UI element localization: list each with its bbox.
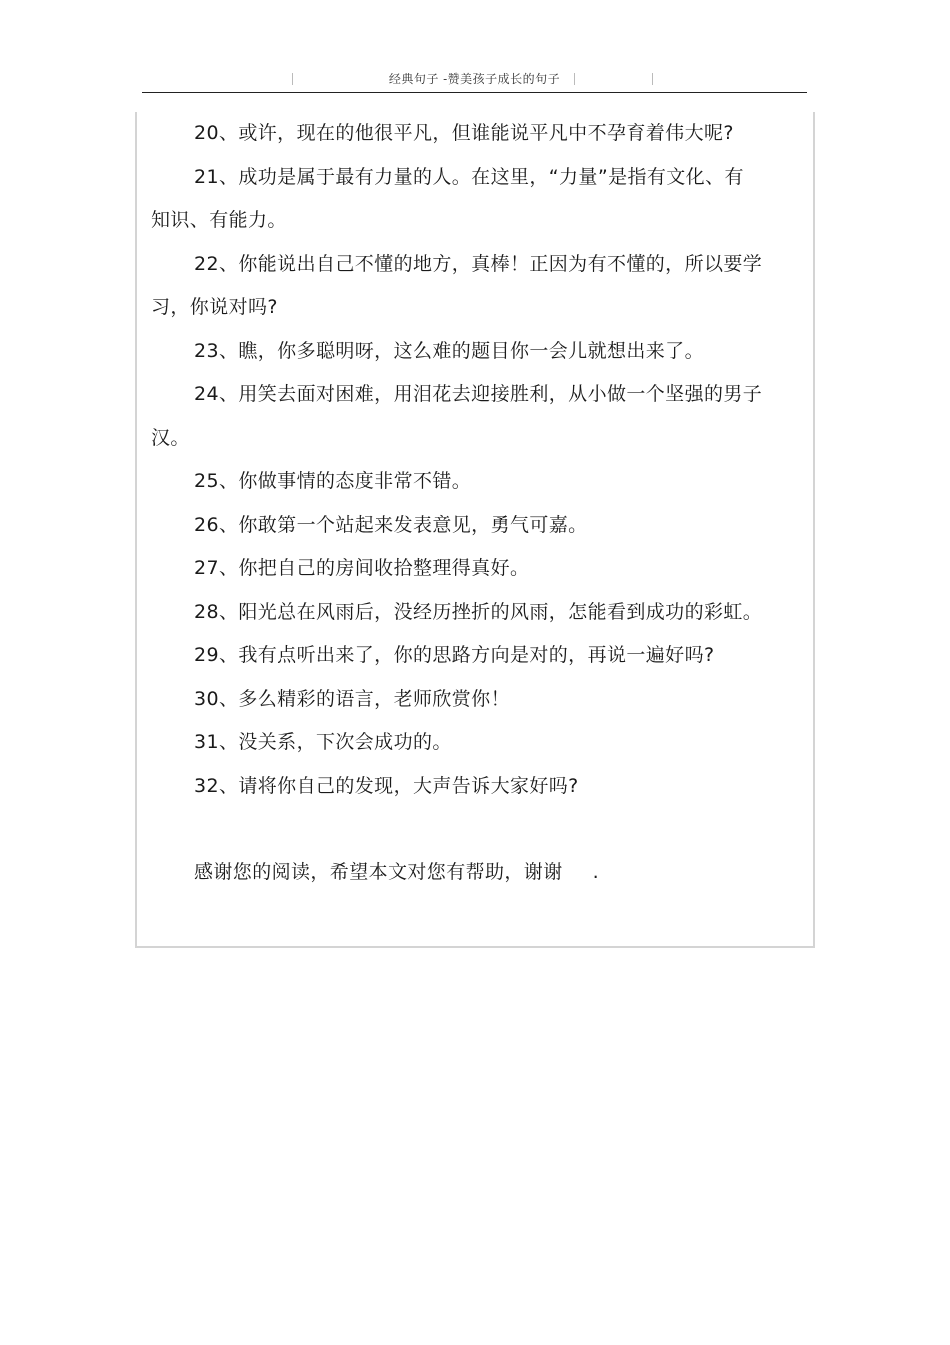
- sentence-paragraph: 26、你敢第一个站起来发表意见，勇气可嘉。: [194, 513, 588, 536]
- sentence-paragraph: 22、你能说出自己不懂的地方，真棒！正因为有不懂的，所以要学习，你说对吗?: [151, 252, 763, 318]
- closing-line: [151, 851, 763, 895]
- sentence-paragraph: 28、阳光总在风雨后，没经历挫折的风雨，怎能看到成功的彩虹。: [194, 600, 763, 623]
- sentence-paragraph: 29、我有点听出来了，你的思路方向是对的，再说一遍好吗?: [194, 644, 715, 666]
- header-tick: [652, 73, 653, 85]
- header-tick: [574, 73, 575, 85]
- sentence-paragraph: 20、或许，现在的他很平凡，但谁能说平凡中不孕育着伟大呢?: [194, 122, 734, 144]
- sentence-paragraph: 27、你把自己的房间收拾整理得真好。: [194, 557, 530, 579]
- page-header: [142, 62, 807, 93]
- closing-text: 感谢您的阅读，希望本文对您有帮助，谢谢: [194, 861, 563, 883]
- content-frame: [135, 112, 815, 948]
- sentence-paragraph: 23、瞧，你多聪明呀，这么难的题目你一会儿就想出来了。: [194, 339, 704, 362]
- text-body: [151, 112, 763, 895]
- sentence-paragraph: 31、没关系，下次会成功的。: [194, 731, 452, 753]
- sentence-paragraph: 30、多么精彩的语言，老师欣赏你！: [194, 687, 510, 710]
- sentence-paragraph: 25、你做事情的态度非常不错。: [194, 470, 472, 492]
- sentence-paragraph: 24、用笑去面对困难，用泪花去迎接胜利，从小做一个坚强的男子汉。: [151, 383, 763, 449]
- header-title: 经典句子 -赞美孩子成长的句子: [388, 72, 561, 86]
- sentence-paragraph: 32、请将你自己的发现，大声告诉大家好吗?: [194, 774, 579, 797]
- sentence-paragraph: 21、成功是属于最有力量的人。在这里，“力量”是指有文化、有知识、有能力。: [151, 165, 744, 231]
- closing-dot: .: [592, 861, 600, 883]
